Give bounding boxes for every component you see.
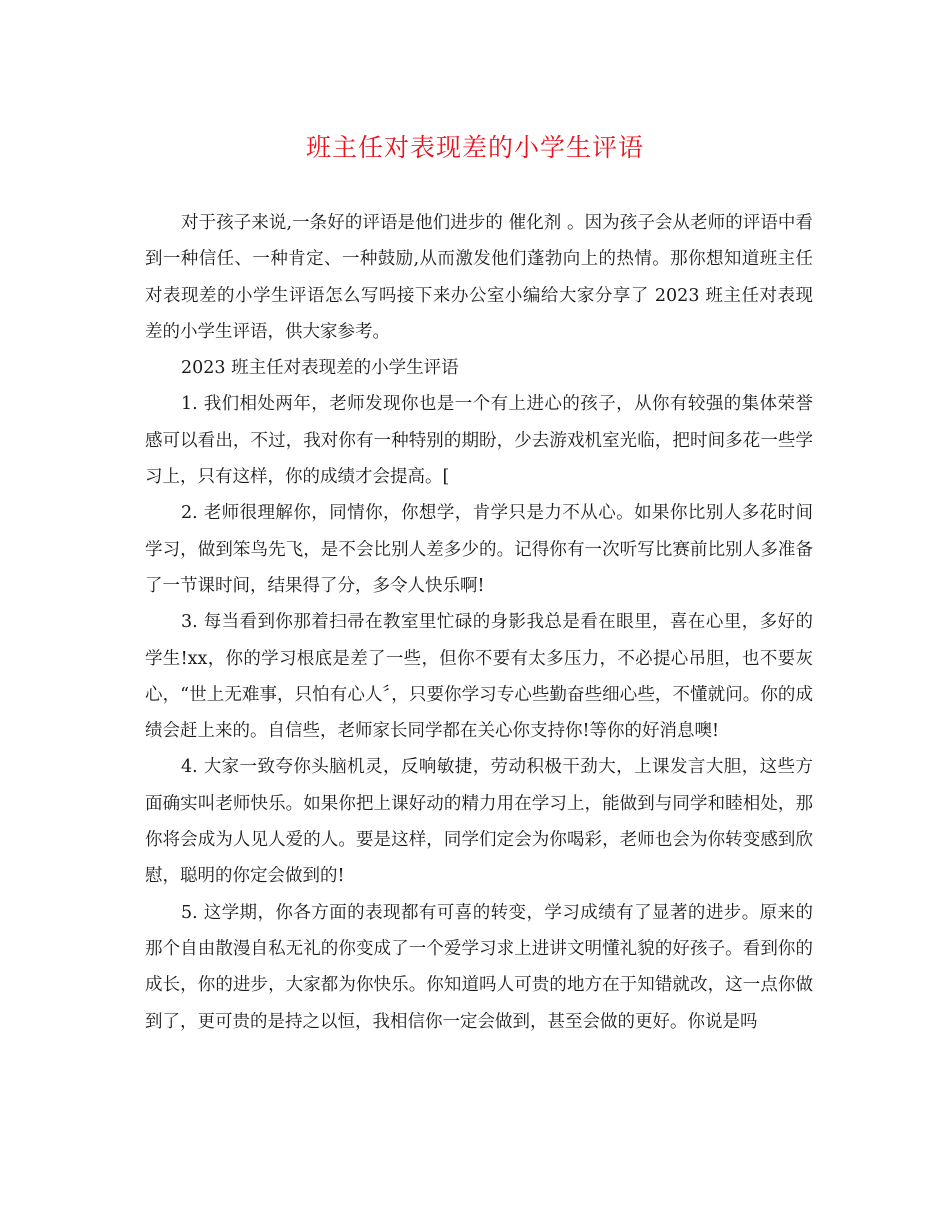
- comment-item-5: 5. 这学期，你各方面的表现都有可喜的转变，学习成绩有了显著的进步。原来的那个自由散漫自私无礼的你变成了一个爱学习求上进讲文明懂礼貌的好孩子。看到你的成长，你的进步，大家都为你快乐。你知道吗人可贵的地方在于知错就改，这一点你做到了，更可贵的是持之以恒，我相信你一定会做到，甚至会做的更好。你说是吗: [145, 902, 813, 1032]
- comment-item-2: 2. 老师很理解你，同情你，你想学，肯学只是力不从心。如果你比别人多花时间学习，做到笨鸟先飞，是不会比别人差多少的。记得你有一次听写比赛前比别人多准备了一节课时间，结果得了分，多令人快乐啊!: [145, 503, 813, 596]
- intro-paragraph: 对于孩子来说,一条好的评语是他们进步的 催化剂 。因为孩子会从老师的评语中看到一种信任、一种肯定、一种鼓励,从而激发他们蓬勃向上的热情。那你想知道班主任对表现差的小学生评语怎么写吗接下来办公室小编给大家分享了 2023 班主任对表现差的小学生评语，供大家参考。: [145, 213, 813, 342]
- comment-item-4: 4. 大家一致夸你头脑机灵，反响敏捷，劳动积极干劲大，上课发言大胆，这些方面确实叫老师快乐。如果你把上课好动的精力用在学习上，能做到与同学和睦相处，那你将会成为人见人爱的人。要是这样，同学们定会为你喝彩，老师也会为你转变感到欣慰，聪明的你定会做到的!: [145, 757, 813, 887]
- document-title: 班主任对表现差的小学生评语: [305, 133, 644, 162]
- comment-item-3: 3. 每当看到你那着扫帚在教室里忙碌的身影我总是看在眼里，喜在心里，多好的学生!xx，你的学习根底是差了一些，但你不要有太多压力，不必提心吊胆，也不要灰心，“世上无难事，只怕有心人〞，只要你学习专心些勤奋些细心些，不懂就问。你的成绩会赶上来的。自信些，老师家长同学都在关心你支持你!等你的好消息噢!: [145, 612, 813, 742]
- section-heading: 2023 班主任对表现差的小学生评语: [181, 358, 459, 379]
- document-body: [145, 205, 813, 1040]
- comment-item-1: 1. 我们相处两年，老师发现你也是一个有上进心的孩子，从你有较强的集体荣誉感可以看出，不过，我对你有一种特别的期盼，少去游戏机室光临，把时间多花一些学习上，只有这样，你的成绩才会提高。[: [145, 394, 813, 488]
